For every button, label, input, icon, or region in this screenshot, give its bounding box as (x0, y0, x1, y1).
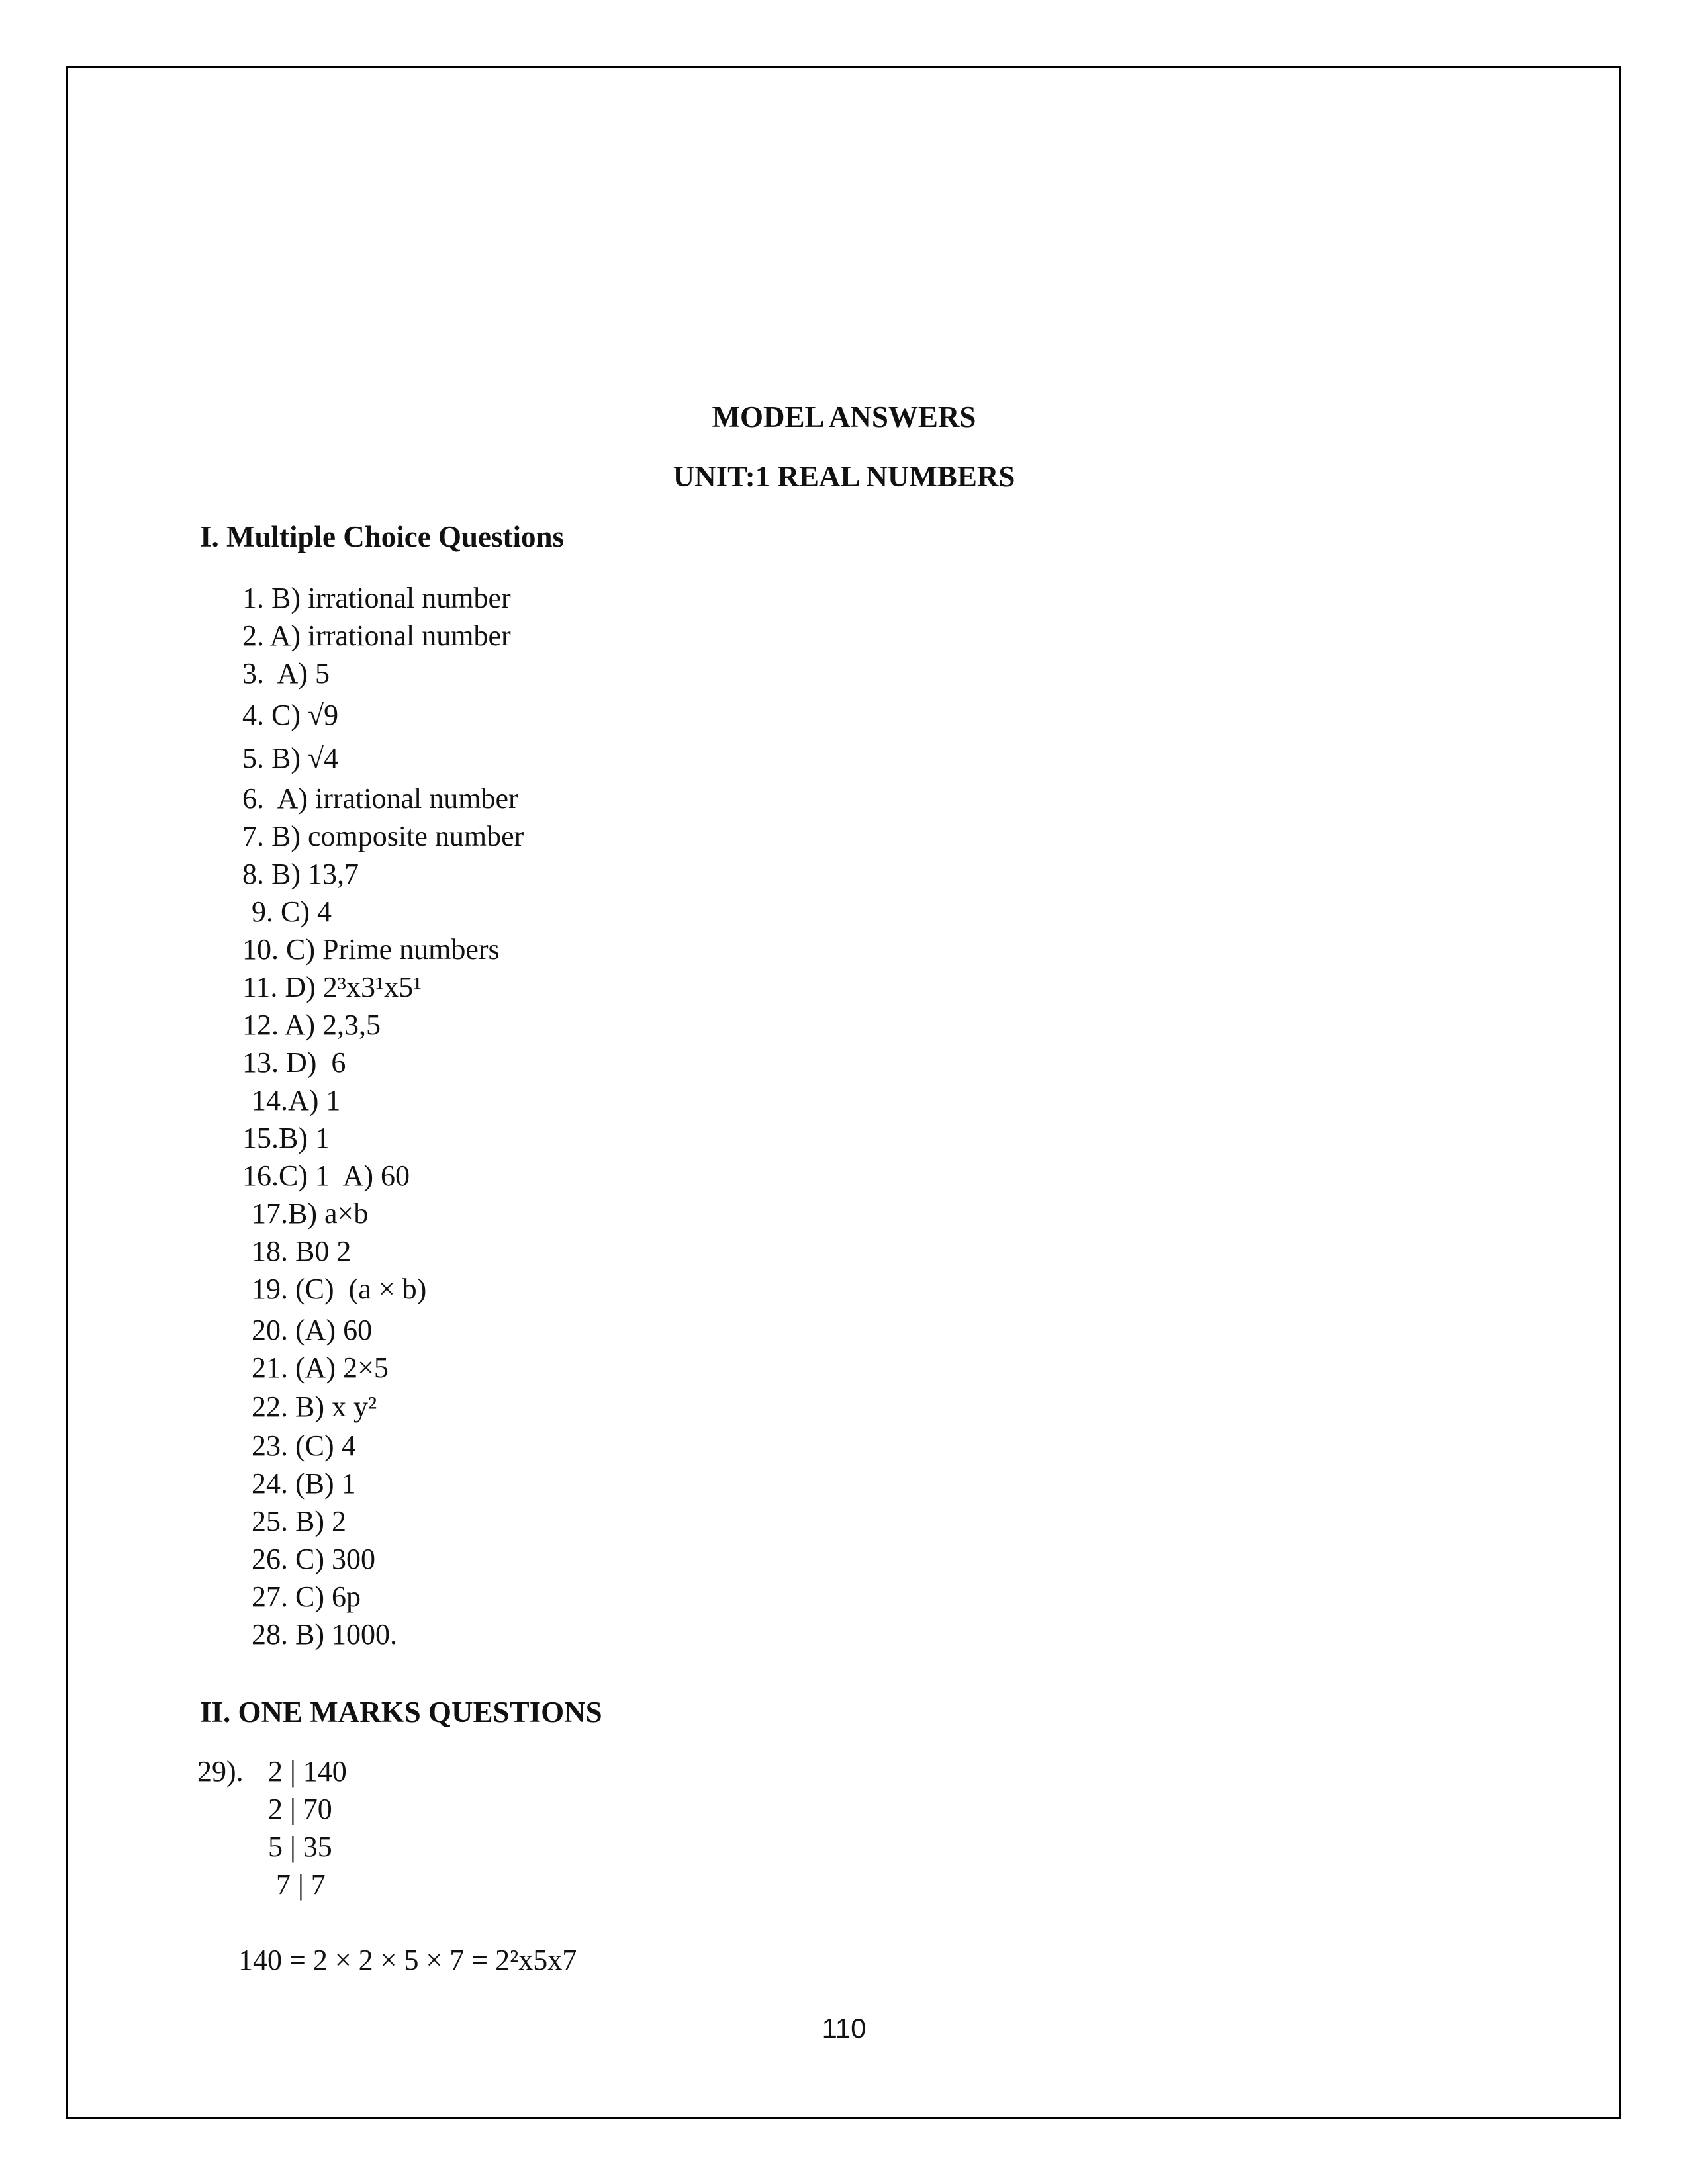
division-row: 7 | 7 (276, 1868, 326, 1901)
list-item: 26. C) 300 (252, 1543, 375, 1575)
list-item: 5. B) √4 (242, 742, 339, 774)
list-item: 10. C) Prime numbers (242, 933, 500, 966)
list-item: 16.C) 1 A) 60 (242, 1160, 410, 1192)
list-item: 19. (C) (a × b) (252, 1273, 427, 1305)
page-number: 110 (821, 2013, 867, 2044)
list-item: 3. A) 5 (242, 657, 330, 690)
division-row: 2 | 70 (268, 1793, 332, 1825)
list-item: 25. B) 2 (252, 1505, 346, 1537)
list-item: 2. A) irrational number (242, 619, 511, 652)
list-item: 20. (A) 60 (252, 1314, 373, 1346)
list-item: 6. A) irrational number (242, 782, 518, 815)
list-item: 15.B) 1 (242, 1122, 330, 1154)
list-item: 4. C) √9 (242, 699, 339, 731)
question-number: 29). (197, 1755, 244, 1788)
unit-title: UNIT:1 REAL NUMBERS (673, 460, 1015, 493)
list-item: 7. B) composite number (242, 820, 524, 852)
list-item: 8. B) 13,7 (242, 858, 359, 890)
section-heading-one-marks: II. ONE MARKS QUESTIONS (200, 1696, 602, 1729)
list-item: 27. C) 6p (252, 1580, 361, 1613)
list-item: 1. B) irrational number (242, 582, 511, 614)
list-item: 24. (B) 1 (252, 1467, 356, 1500)
list-item: 9. C) 4 (252, 895, 332, 928)
division-row: 5 | 35 (268, 1831, 332, 1863)
list-item: 12. A) 2,3,5 (242, 1009, 381, 1041)
list-item: 17.B) a×b (252, 1197, 369, 1230)
list-item: 11. D) 2³x3¹x5¹ (242, 971, 422, 1003)
section-heading-mcq: I. Multiple Choice Questions (200, 520, 565, 553)
list-item: 28. B) 1000. (252, 1618, 397, 1651)
list-item: 21. (A) 2×5 (252, 1351, 389, 1384)
factorization-result: 140 = 2 × 2 × 5 × 7 = 2²x5x7 (238, 1944, 577, 1976)
list-item: 23. (C) 4 (252, 1430, 356, 1462)
page-title: MODEL ANSWERS (712, 400, 976, 433)
list-item: 14.A) 1 (252, 1084, 341, 1116)
list-item: 13. D) 6 (242, 1046, 346, 1079)
list-item: 22. B) x y² (252, 1390, 377, 1423)
division-row: 2 | 140 (268, 1755, 347, 1788)
list-item: 18. B0 2 (252, 1235, 352, 1267)
